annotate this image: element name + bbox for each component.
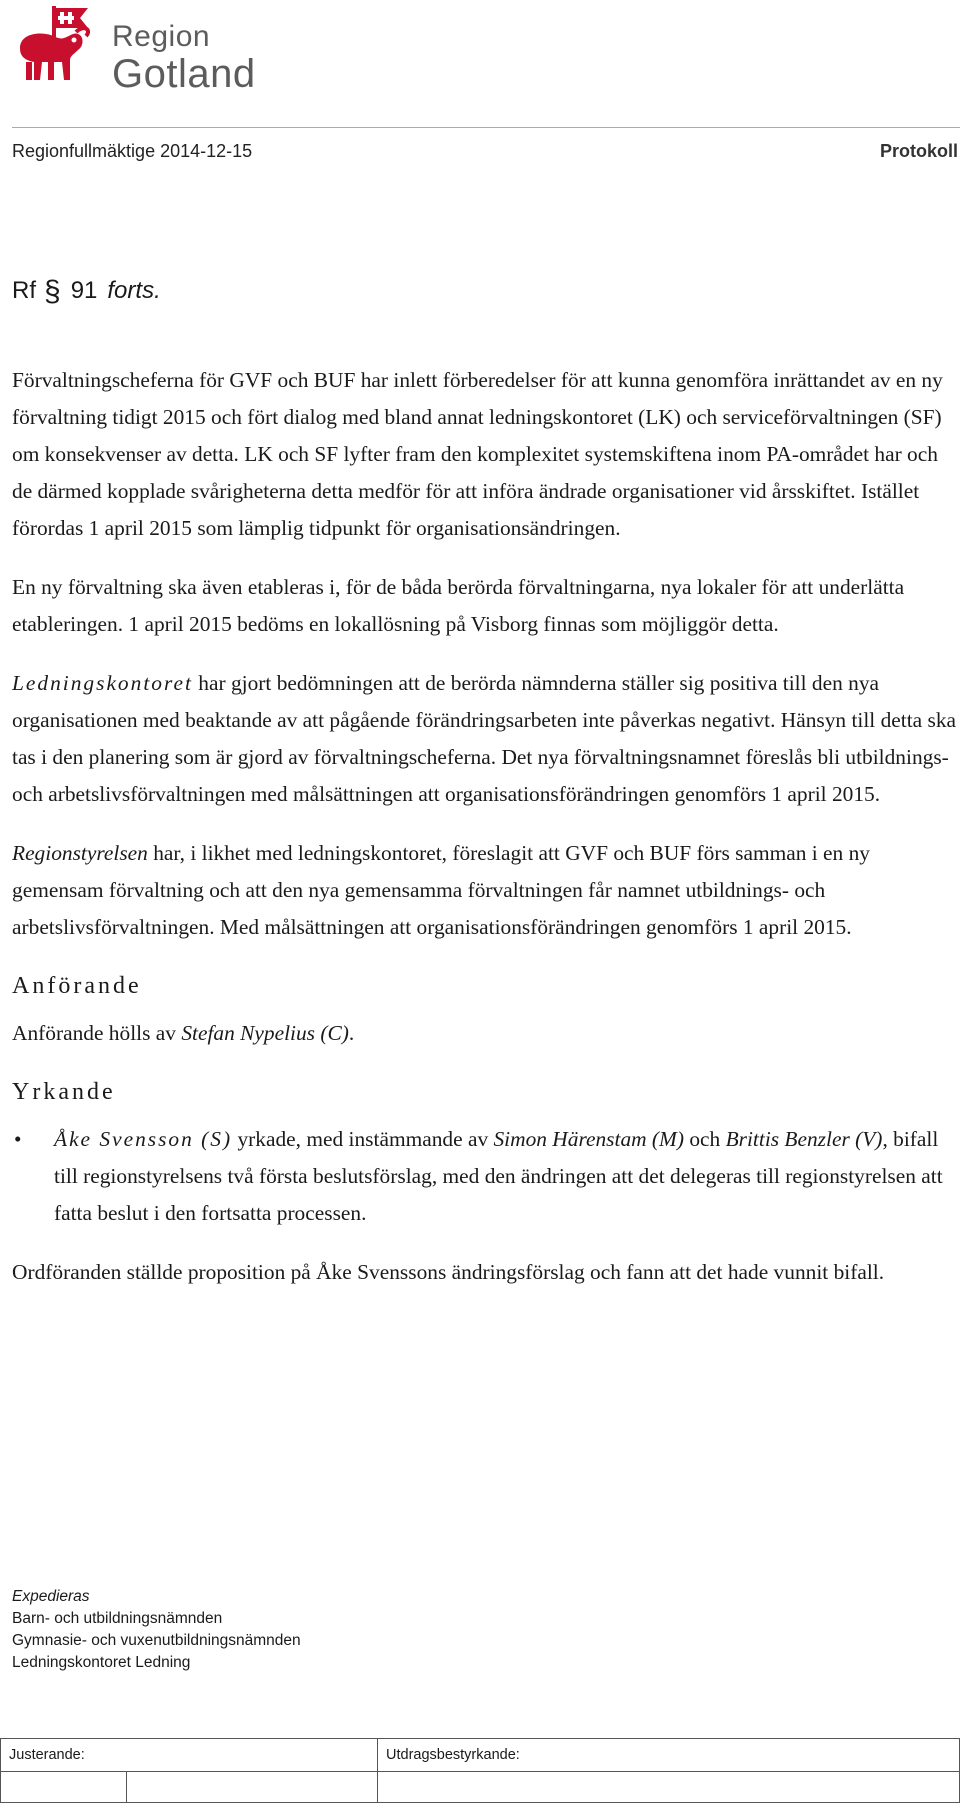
justerande-cell bbox=[1, 1772, 378, 1803]
yrkande-heading: Yrkande bbox=[12, 1079, 116, 1105]
expedieras-item: Barn- och utbildningsnämnden bbox=[12, 1610, 223, 1627]
yrkande-name-2: Simon Härenstam (M) bbox=[493, 1127, 684, 1151]
anforande-end: . bbox=[348, 1021, 355, 1045]
utdrag-label: Utdragsbestyrkande: bbox=[378, 1739, 960, 1772]
logo-line-gotland: Gotland bbox=[112, 52, 256, 96]
utdrag-cell bbox=[378, 1772, 960, 1803]
gotland-ram-emblem-icon bbox=[12, 4, 112, 92]
justerande-signature-box bbox=[127, 1772, 377, 1802]
paragraph-symbol: § bbox=[44, 275, 61, 308]
expedieras-item: Gymnasie- och vuxenutbildningsnämnden bbox=[12, 1632, 301, 1649]
distribution-list bbox=[12, 1586, 301, 1674]
signature-table bbox=[0, 1738, 960, 1803]
meeting-date-label: Regionfullmäktige 2014-12-15 bbox=[12, 141, 253, 161]
justerande-label: Justerande: bbox=[1, 1739, 378, 1772]
paragraph-3 bbox=[12, 665, 960, 813]
paragraph-4-lead: Regionstyrelsen bbox=[12, 841, 148, 865]
paragraph-4 bbox=[12, 835, 960, 946]
anforande-heading: Anförande bbox=[12, 973, 142, 999]
yrkande-text-1: yrkade, med instämmande av bbox=[232, 1127, 494, 1151]
expedieras-heading: Expedieras bbox=[12, 1588, 90, 1605]
anforande-text bbox=[12, 1015, 960, 1052]
yrkande-text-3: , bifall till regionstyrelsens två första beslutsförslag, med den ändringen att det delegeras till regionstyrelsen att fatta beslut i den fortsatta processen. bbox=[54, 1127, 943, 1225]
yrkande-name-3: Brittis Benzler (V) bbox=[725, 1127, 883, 1151]
anforande-prefix: Anförande hölls av bbox=[12, 1021, 182, 1045]
expedieras-item: Ledningskontoret Ledning bbox=[12, 1654, 191, 1671]
yrkande-name-1: Åke Svensson (S) bbox=[54, 1127, 233, 1151]
paragraph-1: Förvaltningscheferna för GVF och BUF har inlett förberedelser för att kunna genomföra inrättandet av en ny förvaltning tidigt 2015 och fört dialog med bland annat ledningskontoret (LK) och serviceförvaltningen (SF) om konsekvenser av detta. LK och SF lyfter fram den komplexitet systemskiftena inom PA-området har och de därmed kopplade svårigheterna detta medför för att införa ändrade organisationer vid årsskiftet. Istället förordas 1 april 2015 som lämplig tidpunkt för organisationsändringen. bbox=[12, 368, 943, 540]
anforande-speaker: Stefan Nypelius (C) bbox=[181, 1021, 349, 1045]
paragraph-4-text: har, i likhet med ledningskontoret, föreslagit att GVF och BUF förs samman i en ny gemensam förvaltning och att den nya gemensamma förvaltningen får namnet utbildnings- och arbetslivsförvaltningen. Med målsättningen att organisationsförändringen genomförs 1 april 2015. bbox=[12, 841, 870, 939]
section-heading bbox=[12, 272, 161, 306]
yrkande-text-2: och bbox=[684, 1127, 726, 1151]
section-prefix: Rf bbox=[12, 277, 36, 304]
region-gotland-logo bbox=[12, 4, 256, 96]
logo-line-region: Region bbox=[112, 20, 211, 53]
justerande-signature-box bbox=[1, 1772, 127, 1802]
proposition-paragraph: Ordföranden ställde proposition på Åke Svenssons ändringsförslag och fann att det hade vunnit bifall. bbox=[12, 1260, 885, 1284]
yrkande-item bbox=[12, 1121, 960, 1232]
bullet-icon: • bbox=[14, 1127, 22, 1151]
paragraph-3-text: har gjort bedömningen att de berörda nämnderna ställer sig positiva till den nya organisationen med beaktande av att pågående förändringsarbeten inte påverkas negativt. Hänsyn till detta ska tas i den planering som är gjord av förvaltningscheferna. Det nya förvaltningsnamnet föreslås bli utbildnings- och arbetslivsförvaltningen med målsättningen att organisationsförändringen genomförs 1 april 2015. bbox=[12, 671, 957, 806]
header-divider bbox=[12, 127, 960, 128]
document-type-label: Protokoll bbox=[879, 141, 958, 161]
protocol-body bbox=[12, 362, 960, 1313]
section-number: 91 bbox=[70, 277, 98, 304]
paragraph-2: En ny förvaltning ska även etableras i, för de båda berörda förvaltningarna, nya lokaler för att underlätta etableringen. 1 april 2015 bedöms en lokallösning på Visborg finnas som möjliggör detta. bbox=[12, 575, 905, 636]
paragraph-3-lead: Ledningskontoret bbox=[12, 671, 193, 695]
section-suffix: forts. bbox=[107, 277, 161, 304]
